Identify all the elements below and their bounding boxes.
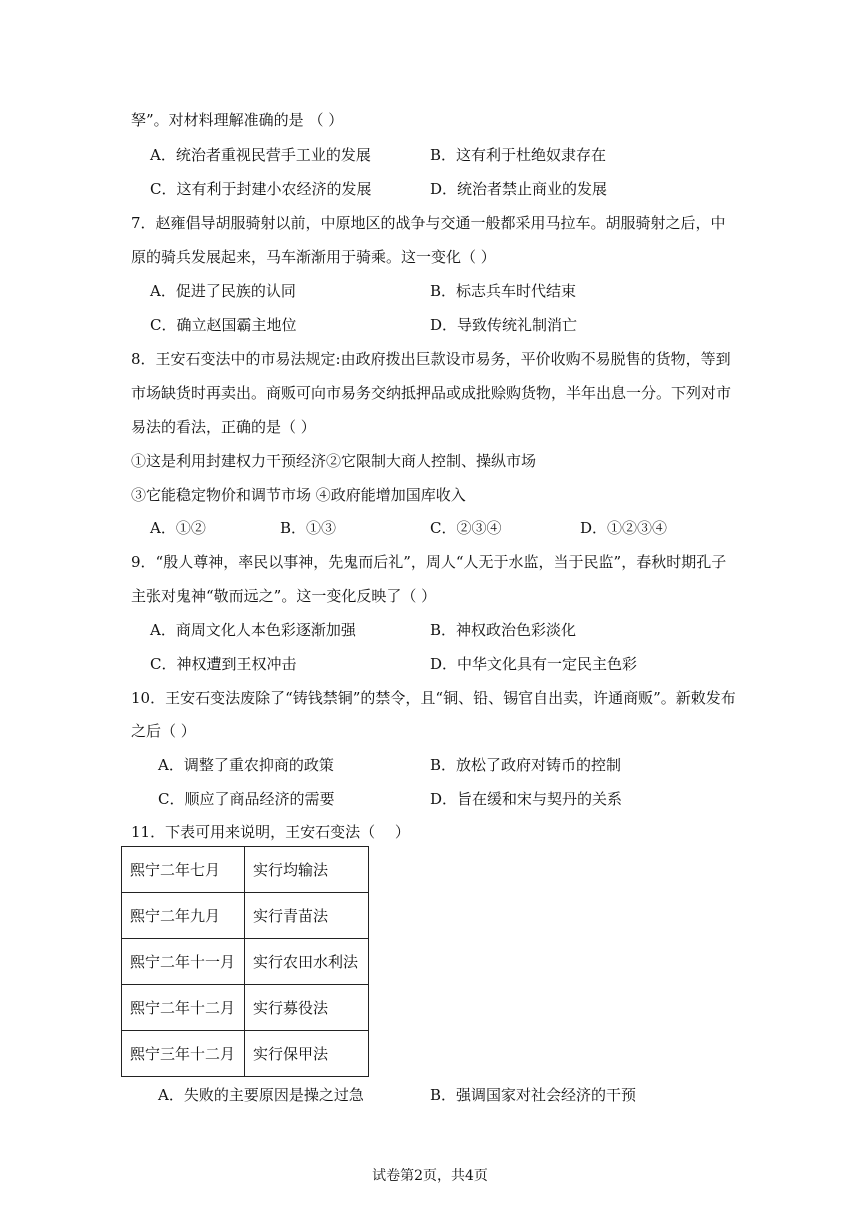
table-row bbox=[122, 847, 369, 893]
q6-stem-tail: 孥”。对材料理解准确的是 （ ） bbox=[131, 111, 344, 129]
q8-statement-line-2: ③它能稳定物价和调节市场 ④政府能增加国库收入 bbox=[131, 486, 466, 504]
q9-option-d: D．中华文化具有一定民主色彩 bbox=[430, 655, 638, 673]
q6-option-a: A．统治者重视民营手工业的发展 bbox=[150, 146, 371, 164]
q10-option-c: C．顺应了商品经济的需要 bbox=[158, 790, 335, 808]
q8-stem-line-1: 8．王安石变法中的市易法规定:由政府拨出巨款设市易务，平价收购不易脱售的货物，等到 bbox=[131, 350, 731, 368]
q7-stem-line-1: 7．赵雍倡导胡服骑射以前，中原地区的战争与交通一般都采用马拉车。胡服骑射之后，中 bbox=[131, 214, 726, 232]
q8-option-d: D．①②③④ bbox=[580, 519, 668, 537]
q8-statement-line-1: ①这是利用封建权力干预经济②它限制大商人控制、操纵市场 bbox=[131, 452, 537, 470]
q9-stem-line-2: 主张对鬼神“敬而远之”。这一变化反映了（ ） bbox=[131, 587, 437, 605]
q7-option-a: A．促进了民族的认同 bbox=[150, 282, 296, 300]
q7-option-c: C．确立赵国霸主地位 bbox=[150, 316, 297, 334]
table-cell-policy: 实行农田水利法 bbox=[245, 939, 369, 985]
q8-option-a: A．①② bbox=[150, 519, 206, 537]
reform-timeline-table bbox=[121, 846, 369, 1077]
q7-stem-line-2: 原的骑兵发展起来，马车渐渐用于骑乘。这一变化（ ） bbox=[131, 248, 496, 266]
page-footer: 试卷第2页，共4页 bbox=[372, 1168, 488, 1184]
q9-option-a: A．商周文化人本色彩逐渐加强 bbox=[150, 621, 356, 639]
q9-option-b: B．神权政治色彩淡化 bbox=[430, 621, 577, 639]
q8-option-c: C．②③④ bbox=[430, 519, 502, 537]
table-cell-date: 熙宁二年七月 bbox=[122, 847, 245, 893]
q6-option-d: D．统治者禁止商业的发展 bbox=[430, 180, 608, 198]
table-cell-date: 熙宁二年十一月 bbox=[122, 939, 245, 985]
table-cell-policy: 实行保甲法 bbox=[245, 1031, 369, 1077]
q10-option-d: D．旨在缓和宋与契丹的关系 bbox=[430, 790, 623, 808]
q8-stem-line-3: 易法的看法，正确的是（ ） bbox=[131, 418, 316, 436]
table-cell-date: 熙宁二年十二月 bbox=[122, 985, 245, 1031]
q10-stem-line-2: 之后（ ） bbox=[131, 722, 196, 740]
q9-stem-line-1: 9．“殷人尊神，率民以事神，先鬼而后礼”，周人“人无于水监，当于民监”，春秋时期孔子 bbox=[131, 553, 727, 571]
q11-option-b: B．强调国家对社会经济的干预 bbox=[430, 1086, 637, 1104]
table-cell-date: 熙宁二年九月 bbox=[122, 893, 245, 939]
q9-option-c: C．神权遭到王权冲击 bbox=[150, 655, 297, 673]
q10-stem-line-1: 10．王安石变法废除了“铸钱禁铜”的禁令，且“铜、铅、锡官自出卖，许通商贩”。新敕发布 bbox=[131, 689, 736, 707]
table-cell-policy: 实行青苗法 bbox=[245, 893, 369, 939]
table-cell-policy: 实行募役法 bbox=[245, 985, 369, 1031]
q8-option-b: B．①③ bbox=[280, 519, 337, 537]
q7-option-b: B．标志兵车时代结束 bbox=[430, 282, 577, 300]
q7-option-d: D．导致传统礼制消亡 bbox=[430, 316, 578, 334]
table-cell-policy: 实行均输法 bbox=[245, 847, 369, 893]
table-row bbox=[122, 893, 369, 939]
table-row bbox=[122, 939, 369, 985]
table-row bbox=[122, 1031, 369, 1077]
q11-stem: 11．下表可用来说明，王安石变法（ ） bbox=[131, 823, 410, 841]
table-cell-date: 熙宁三年十二月 bbox=[122, 1031, 245, 1077]
q10-option-b: B．放松了政府对铸币的控制 bbox=[430, 756, 622, 774]
q8-stem-line-2: 市场缺货时再卖出。商贩可向市易务交纳抵押品或成批赊购货物，半年出息一分。下列对市 bbox=[131, 384, 732, 402]
table-row bbox=[122, 985, 369, 1031]
q10-option-a: A．调整了重农抑商的政策 bbox=[158, 756, 334, 774]
q6-option-c: C．这有利于封建小农经济的发展 bbox=[150, 180, 372, 198]
q11-option-a: A．失败的主要原因是操之过急 bbox=[158, 1086, 364, 1104]
q6-option-b: B．这有利于杜绝奴隶存在 bbox=[430, 146, 607, 164]
